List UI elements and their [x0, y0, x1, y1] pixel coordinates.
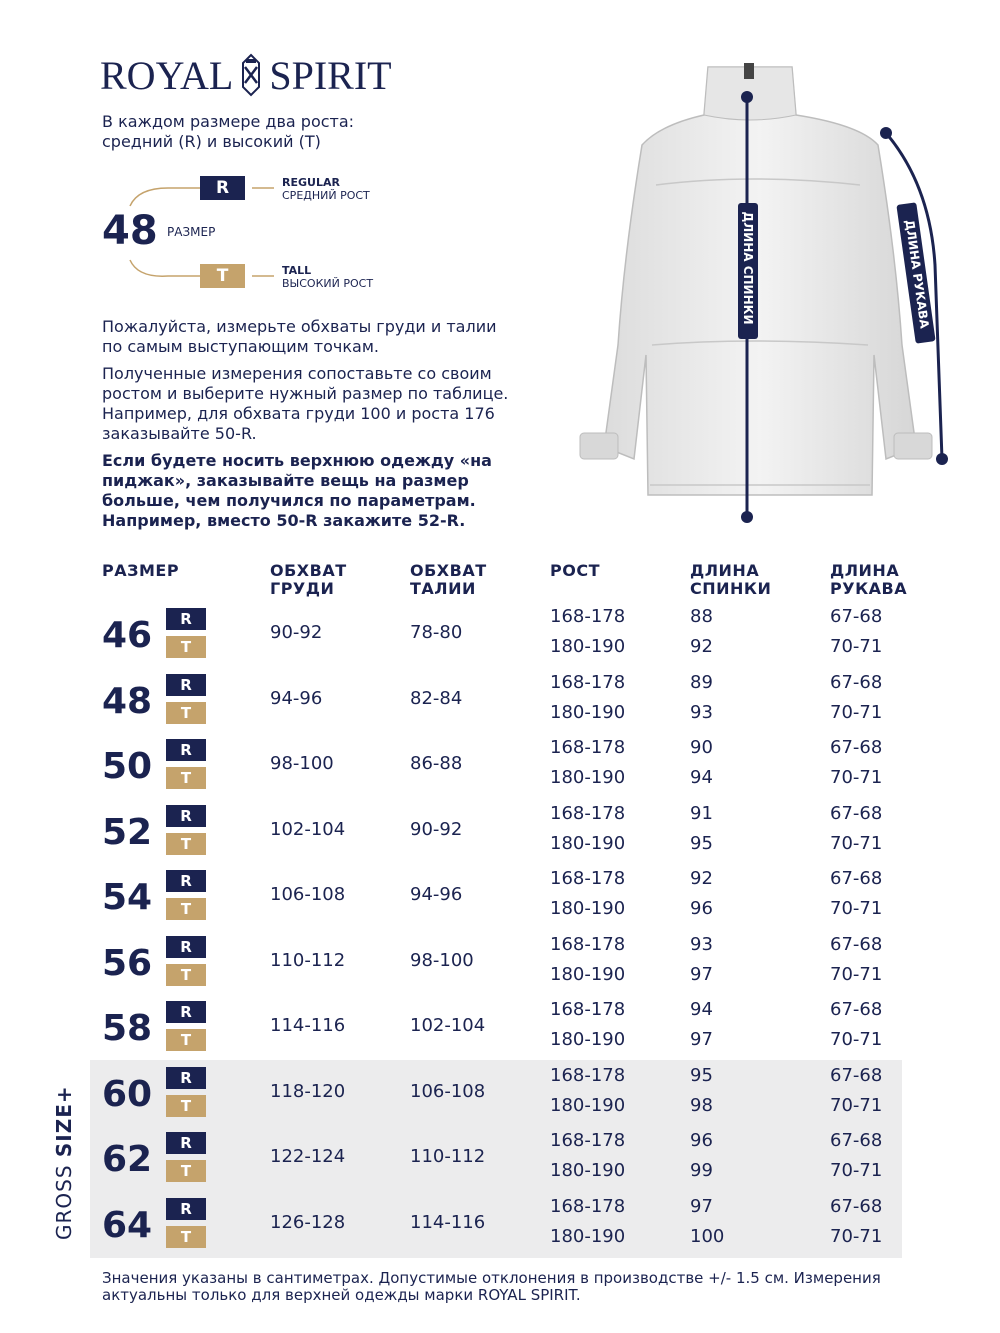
size-number: 60: [102, 1073, 153, 1115]
header-chest: [270, 562, 347, 598]
gross-size-label: [52, 1085, 76, 1240]
row-t-badge: T: [166, 767, 206, 789]
footer-line-2: актуальны только для верхней одежды марки ROYAL SPIRIT.: [102, 1286, 581, 1304]
chest-cell: 110-112: [270, 949, 346, 971]
chest-cell: 126-128: [270, 1211, 346, 1233]
header-height-line: РОСТ: [550, 561, 600, 580]
height-regular-cell: 168-178: [550, 1064, 626, 1086]
waist-cell: 86-88: [410, 753, 463, 774]
waist-cell: 106-108: [410, 1080, 486, 1102]
header-sleeve-line-2: РУКАВА: [830, 579, 908, 598]
instruction-line: по самым выступающим точкам.: [102, 337, 379, 356]
instruction-line: ростом и выберите нужный размер по таблице.: [102, 384, 509, 403]
height-regular-cell: 168-178: [550, 606, 626, 627]
sleeve-length-top-dot: [880, 127, 892, 139]
row-t-badge: T: [166, 636, 206, 658]
back-regular-cell: 88: [690, 606, 713, 627]
header-size: [102, 562, 179, 580]
legend-dashes: [248, 184, 276, 284]
back-regular-cell: 96: [690, 1130, 713, 1151]
row-r-badge: R: [166, 739, 206, 761]
height-regular-cell: 168-178: [550, 1130, 626, 1151]
waist-cell: 98-100: [410, 949, 474, 971]
intro-text: [102, 112, 354, 152]
row-r-badge: R: [166, 870, 206, 892]
height-regular-cell: 168-178: [550, 1195, 626, 1217]
row-r-badge: R: [166, 608, 206, 630]
waist-cell: 78-80: [410, 622, 463, 643]
header-back: [690, 562, 771, 598]
brand-logo: [100, 52, 392, 99]
sleeve-regular-cell: 67-68: [830, 868, 883, 889]
height-tall-cell: 180-190: [550, 767, 626, 788]
header-waist-line-2: ТАЛИИ: [410, 579, 476, 598]
height-tall-cell: 180-190: [550, 1094, 626, 1116]
waist-cell: 82-84: [410, 687, 463, 709]
legend-connector-lines: [128, 184, 200, 284]
legend-regular-sub: СРЕДНИЙ РОСТ: [282, 189, 370, 202]
instruction-line: заказывайте 50-R.: [102, 424, 257, 443]
legend-tall-sub: ВЫСОКИЙ РОСТ: [282, 277, 374, 290]
size-number: 48: [102, 680, 153, 722]
gross-bold: SIZE+: [52, 1085, 76, 1158]
legend-tall-title: TALL: [282, 264, 312, 277]
sleeve-regular-cell: 67-68: [830, 802, 883, 824]
header-sleeve: [830, 562, 907, 598]
sleeve-tall-cell: 70-71: [830, 832, 883, 854]
instruction-line: больше, чем получился по параметрам.: [102, 491, 476, 510]
header-chest-line-1: ОБХВАТ: [270, 561, 347, 580]
instruction-line: Если будете носить верхнюю одежду «на: [102, 451, 492, 470]
header-back-line-1: ДЛИНА: [690, 561, 760, 580]
sleeve-tall-cell: 70-71: [830, 701, 883, 723]
height-tall-cell: 180-190: [550, 832, 626, 854]
back-length-label: ДЛИНА СПИНКИ: [741, 211, 755, 325]
row-t-badge: T: [166, 833, 206, 855]
back-tall-cell: 99: [690, 1160, 713, 1181]
chest-cell: 94-96: [270, 687, 323, 709]
row-r-badge: R: [166, 1132, 206, 1154]
legend-size-number: 48: [102, 208, 158, 254]
sleeve-tall-cell: 70-71: [830, 1029, 883, 1050]
back-tall-cell: 96: [690, 898, 713, 919]
row-t-badge: T: [166, 702, 206, 724]
row-t-badge: T: [166, 898, 206, 920]
height-tall-cell: 180-190: [550, 1029, 626, 1050]
brand-left: ROYAL: [100, 53, 234, 98]
legend-size-label: РАЗМЕР: [167, 225, 216, 239]
back-tall-cell: 97: [690, 963, 713, 985]
height-regular-cell: 168-178: [550, 933, 626, 955]
size-number: 58: [102, 1008, 153, 1049]
header-back-line-2: СПИНКИ: [690, 579, 772, 598]
sleeve-regular-cell: 67-68: [830, 737, 883, 758]
sleeve-regular-cell: 67-68: [830, 1130, 883, 1151]
legend-regular: [282, 176, 370, 202]
sleeve-regular-cell: 67-68: [830, 1195, 883, 1217]
height-tall-cell: 180-190: [550, 701, 626, 723]
jacket-diagram: [560, 55, 960, 530]
back-length-bottom-dot: [741, 511, 753, 523]
height-regular-cell: 168-178: [550, 671, 626, 693]
sleeve-tall-cell: 70-71: [830, 1094, 883, 1116]
intro-line-2: средний (R) и высокий (T): [102, 132, 321, 151]
height-regular-cell: 168-178: [550, 737, 626, 758]
waist-cell: 102-104: [410, 1015, 486, 1036]
instruction-line: Полученные измерения сопоставьте со своим: [102, 364, 492, 383]
chest-cell: 98-100: [270, 753, 334, 774]
sleeve-tall-cell: 70-71: [830, 1160, 883, 1181]
instruction-measure: [102, 317, 522, 357]
back-tall-cell: 100: [690, 1225, 725, 1247]
size-number: 54: [102, 877, 153, 918]
size-number: 50: [102, 746, 153, 787]
back-tall-cell: 95: [690, 832, 713, 854]
back-regular-cell: 92: [690, 868, 713, 889]
header-waist: [410, 562, 487, 598]
intro-line-1: В каждом размере два роста:: [102, 112, 355, 131]
waist-cell: 94-96: [410, 884, 463, 905]
back-length-top-dot: [741, 91, 753, 103]
row-t-badge: T: [166, 1226, 206, 1248]
footer-line-1: Значения указаны в сантиметрах. Допустимые отклонения в производстве +/- 1.5 см. Измерения: [102, 1269, 881, 1287]
size-number: 56: [102, 942, 153, 984]
crest-icon: [237, 53, 265, 97]
row-r-badge: R: [166, 1198, 206, 1220]
sleeve-tall-cell: 70-71: [830, 767, 883, 788]
row-r-badge: R: [166, 805, 206, 827]
sleeve-tall-cell: 70-71: [830, 636, 883, 657]
row-r-badge: R: [166, 674, 206, 696]
height-regular-cell: 168-178: [550, 802, 626, 824]
sleeve-tall-cell: 70-71: [830, 898, 883, 919]
chest-cell: 106-108: [270, 884, 346, 905]
legend-tall: [282, 264, 373, 290]
row-t-badge: T: [166, 1095, 206, 1117]
back-tall-cell: 97: [690, 1029, 713, 1050]
waist-cell: 90-92: [410, 818, 463, 840]
back-tall-cell: 98: [690, 1094, 713, 1116]
height-regular-cell: 168-178: [550, 999, 626, 1020]
header-size-line: РАЗМЕР: [102, 561, 180, 580]
height-tall-cell: 180-190: [550, 636, 626, 657]
instruction-line: пиджак», заказывайте вещь на размер: [102, 471, 469, 490]
header-height: [550, 562, 600, 580]
back-tall-cell: 92: [690, 636, 713, 657]
sleeve-regular-cell: 67-68: [830, 1064, 883, 1086]
waist-cell: 114-116: [410, 1211, 486, 1233]
height-regular-cell: 168-178: [550, 868, 626, 889]
legend-r-badge: R: [200, 176, 245, 200]
height-tall-cell: 180-190: [550, 963, 626, 985]
height-tall-cell: 180-190: [550, 1160, 626, 1181]
instruction-outerwear: [102, 451, 522, 531]
sleeve-tall-cell: 70-71: [830, 1225, 883, 1247]
brand-right: SPIRIT: [269, 53, 392, 98]
row-r-badge: R: [166, 1001, 206, 1023]
sleeve-length-bottom-dot: [936, 453, 948, 465]
size-number: 46: [102, 615, 153, 656]
instruction-compare: [102, 364, 522, 444]
back-regular-cell: 97: [690, 1195, 713, 1217]
size-number: 52: [102, 811, 153, 853]
chest-cell: 122-124: [270, 1146, 346, 1167]
height-tall-cell: 180-190: [550, 1225, 626, 1247]
sleeve-regular-cell: 67-68: [830, 933, 883, 955]
back-tall-cell: 94: [690, 767, 713, 788]
sleeve-regular-cell: 67-68: [830, 606, 883, 627]
footer-note: [102, 1270, 922, 1304]
back-regular-cell: 95: [690, 1064, 713, 1086]
back-regular-cell: 93: [690, 933, 713, 955]
size-number: 64: [102, 1204, 153, 1246]
instruction-line: Например, для обхвата груди 100 и роста 176: [102, 404, 495, 423]
sleeve-regular-cell: 67-68: [830, 671, 883, 693]
chest-cell: 90-92: [270, 622, 323, 643]
instruction-line: Например, вместо 50-R закажите 52-R.: [102, 511, 466, 530]
chest-cell: 118-120: [270, 1080, 346, 1102]
gross-light: GROSS: [52, 1157, 76, 1240]
chest-cell: 102-104: [270, 818, 346, 840]
back-regular-cell: 89: [690, 671, 713, 693]
instruction-line: Пожалуйста, измерьте обхваты груди и талии: [102, 317, 497, 336]
height-tall-cell: 180-190: [550, 898, 626, 919]
sleeve-length-label: ДЛИНА РУКАВА: [902, 218, 932, 330]
back-regular-cell: 94: [690, 999, 713, 1020]
size-number: 62: [102, 1139, 153, 1180]
waist-cell: 110-112: [410, 1146, 486, 1167]
row-r-badge: R: [166, 1067, 206, 1089]
row-r-badge: R: [166, 936, 206, 958]
row-t-badge: T: [166, 1029, 206, 1051]
legend-t-badge: T: [200, 264, 245, 288]
legend-regular-title: REGULAR: [282, 176, 340, 189]
sleeve-regular-cell: 67-68: [830, 999, 883, 1020]
back-regular-cell: 90: [690, 737, 713, 758]
header-sleeve-line-1: ДЛИНА: [830, 561, 900, 580]
back-tall-cell: 93: [690, 701, 713, 723]
row-t-badge: T: [166, 964, 206, 986]
header-waist-line-1: ОБХВАТ: [410, 561, 487, 580]
sleeve-tall-cell: 70-71: [830, 963, 883, 985]
back-regular-cell: 91: [690, 802, 713, 824]
header-chest-line-2: ГРУДИ: [270, 579, 335, 598]
chest-cell: 114-116: [270, 1015, 346, 1036]
row-t-badge: T: [166, 1160, 206, 1182]
gross-size-background: [90, 1060, 902, 1258]
